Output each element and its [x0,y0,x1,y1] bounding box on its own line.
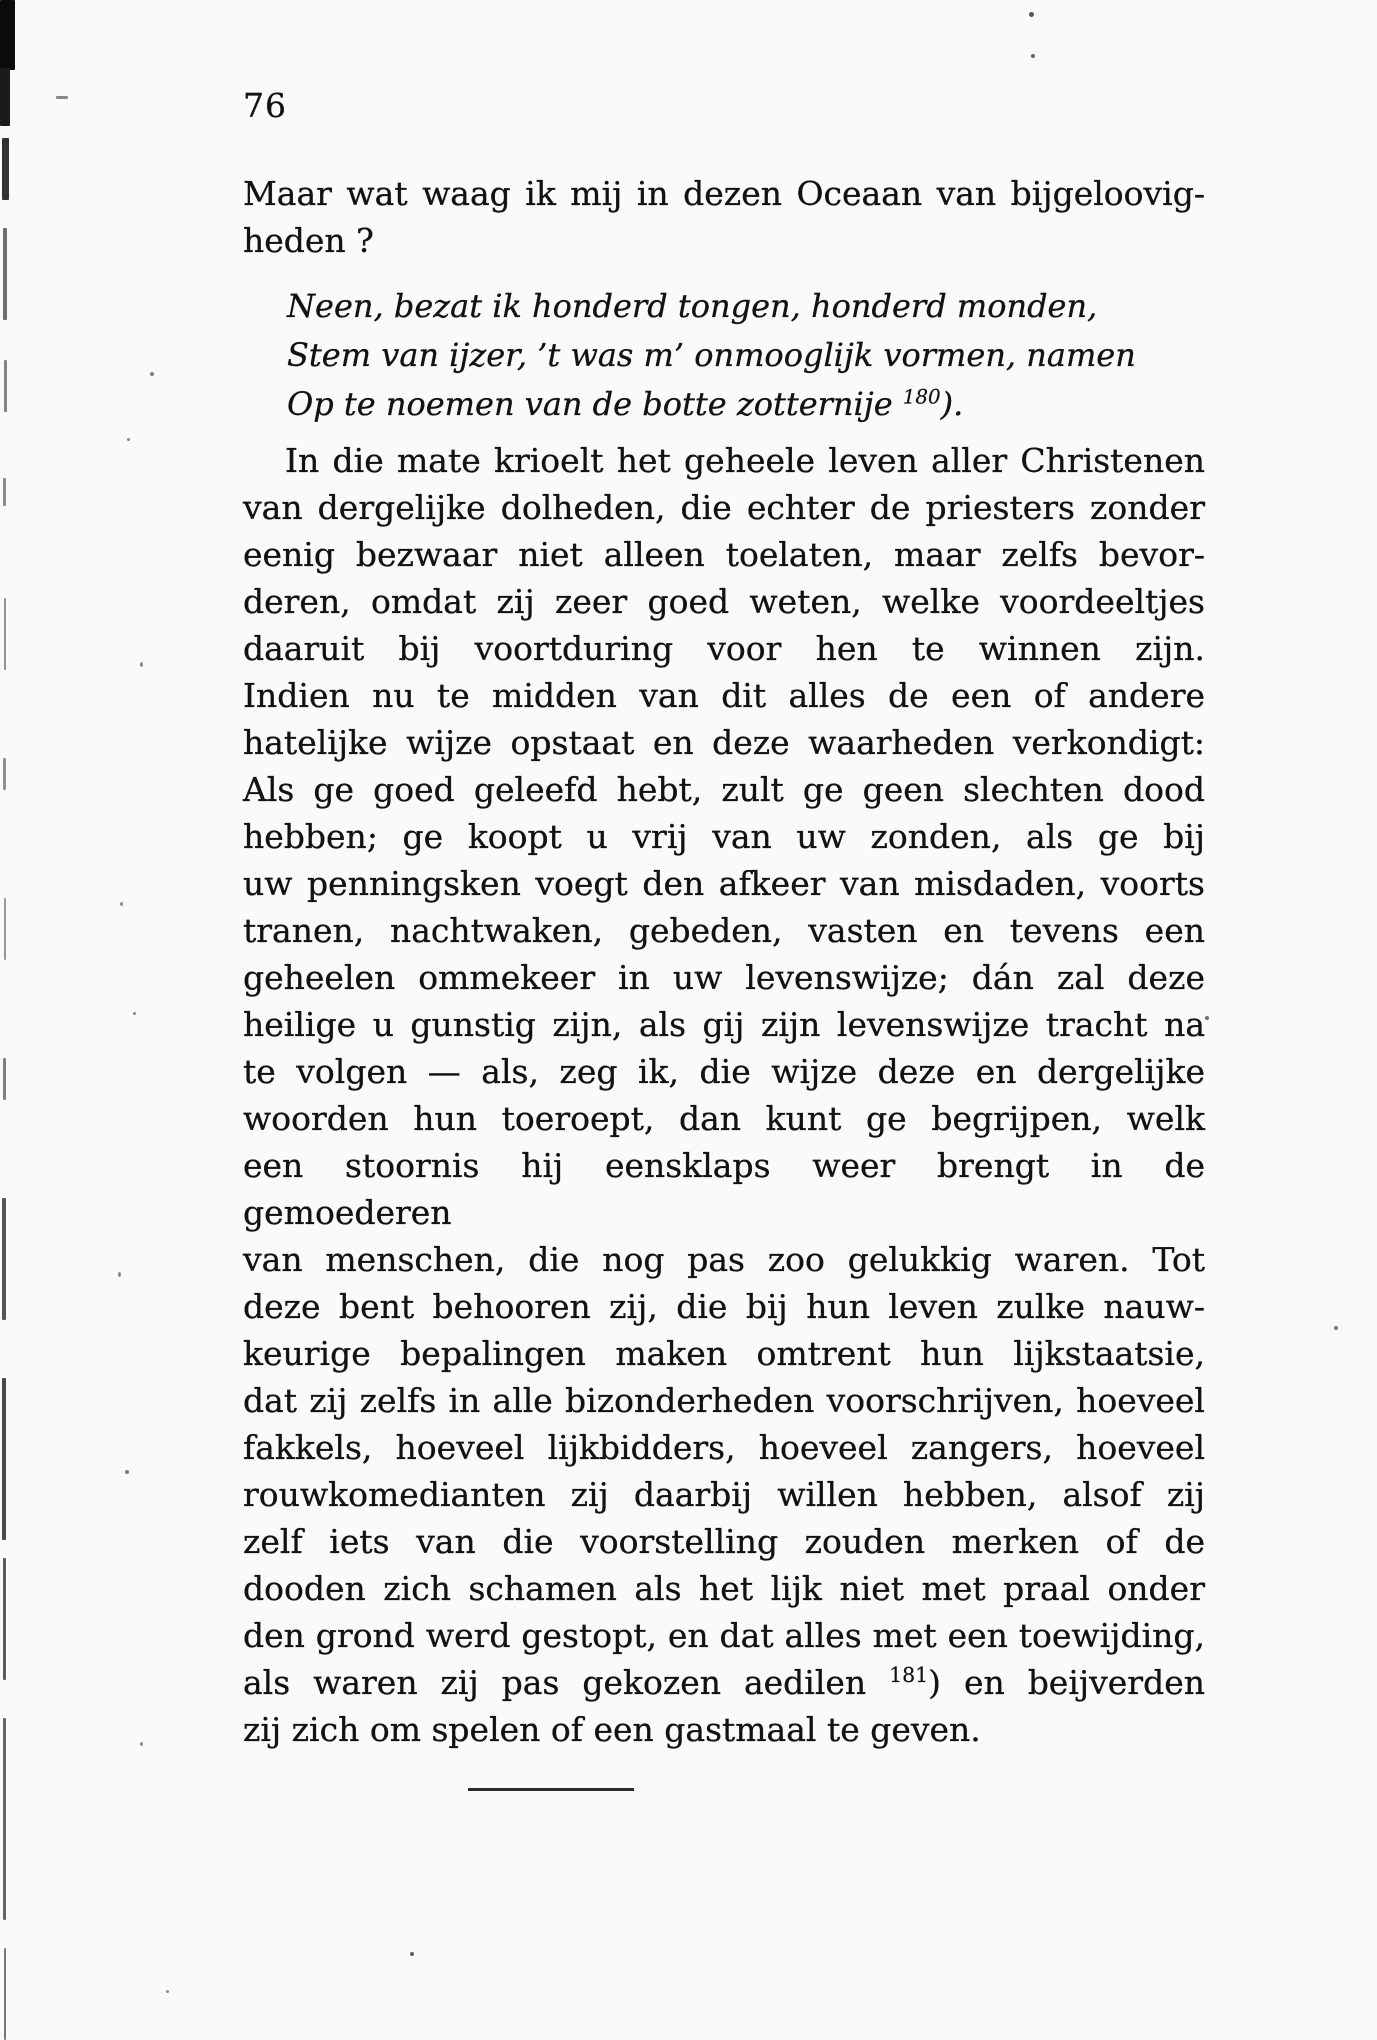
scan-mark [3,1718,6,1920]
body-line: fakkels, hoeveel lijkbidders, hoeveel zangers, hoeveel [243,1428,1205,1467]
scan-speck [140,662,143,667]
scan-speck [120,902,123,906]
body-line: te volgen — als, zeg ik, die wijze deze en dergelijke [243,1052,1205,1091]
body-line: deze bent behooren zij, die bij hun leven zulke nauw- [243,1287,1205,1326]
body-line: geheelen ommekeer in uw levenswijze; dán zal deze [243,958,1205,997]
scan-speck [118,1272,121,1277]
scan-mark [3,478,6,506]
page-number: 76 [243,86,287,125]
scan-speck [127,438,130,441]
body-line: uw penningsken voegt den afkeer van misdaden, voorts [243,864,1205,903]
quote-line: Neen, bezat ik honderd tongen, honderd monden, [287,287,1098,325]
body-line-with-footnote [243,1659,1205,1706]
body-line: deren, omdat zij zeer goed weten, welke voordeeltjes [243,582,1205,621]
section-divider-rule [468,1788,634,1791]
body-line: eenig bezwaar niet alleen toelaten, maar zelfs bevor- [243,535,1205,574]
scan-speck [1205,1016,1209,1020]
scan-mark [4,360,7,412]
scan-mark [3,758,6,790]
scan-mark [2,1198,6,1320]
scan-speck [1031,54,1035,58]
scan-speck [140,1742,143,1746]
scan-mark [4,598,6,670]
scan-mark [4,898,6,960]
verse-quotation [287,282,1212,429]
quote-line-text: ). [940,385,964,423]
body-line: woorden hun toeroept, dan kunt ge begrijpen, welk [243,1099,1205,1138]
scan-speck [56,96,68,99]
scan-mark [3,228,7,320]
scan-speck [150,372,154,376]
body-line: Indien nu te midden van dit alles de een of andere [243,676,1205,715]
body-line: zij zich om spelen of een gastmaal te geven. [243,1710,981,1749]
body-line-text: als waren zij pas gekozen aedilen [243,1663,890,1702]
footnote-ref-181: 181 [889,1663,929,1687]
body-line: dat zij zelfs in alle bizonderheden voorschrijven, hoeveel [243,1381,1205,1420]
body-line: Als ge goed geleefd hebt, zult ge geen slechten dood [243,770,1205,809]
body-line-text: ) en beijverden [928,1663,1205,1702]
quote-line [287,380,1212,429]
scan-speck [125,1470,129,1474]
body-line: van dergelijke dolheden, die echter de priesters zonder [243,488,1205,527]
scan-mark [2,138,9,200]
intro-line: heden ? [243,221,374,260]
scan-mark [2,1378,6,1540]
intro-paragraph [243,170,1205,264]
footnote-ref-180: 180 [902,385,941,409]
body-line: In die mate krioelt het geheele leven aller Christenen [285,441,1205,480]
scan-mark [3,1058,6,1100]
scan-mark [0,0,15,70]
scan-mark [0,68,10,126]
scan-speck [410,1952,414,1956]
body-line: een stoornis hij eensklaps weer brengt in de gemoederen [243,1146,1205,1232]
scan-speck [133,1012,136,1015]
quote-line-text: Op te noemen van de botte zotternije [287,385,903,423]
body-line: van menschen, die nog pas zoo gelukkig waren. Tot [243,1240,1205,1279]
body-line: rouwkomedianten zij daarbij willen hebben, alsof zij [243,1475,1205,1514]
scan-mark [4,1948,6,2040]
scan-speck [1029,12,1034,17]
body-line: daaruit bij voortduring voor hen te winnen zijn. [243,629,1205,668]
body-line: keurige bepalingen maken omtrent hun lijkstaatsie, [243,1334,1205,1373]
body-line: den grond werd gestopt, en dat alles met een toewijding, [243,1616,1205,1655]
scan-speck [166,1990,169,1993]
scan-speck [1334,1326,1338,1330]
body-line: hatelijke wijze opstaat en deze waarheden verkondigt: [243,723,1205,762]
body-line: zelf iets van die voorstelling zouden merken of de [243,1522,1205,1561]
body-line: heilige u gunstig zijn, als gij zijn levenswijze tracht na [243,1005,1205,1044]
body-line: hebben; ge koopt u vrij van uw zonden, als ge bij [243,817,1205,856]
quote-line: Stem van ijzer, ’t was m’ onmooglijk vormen, namen [287,336,1136,374]
scan-mark [3,1558,6,1680]
main-paragraph [243,437,1205,1753]
body-line: dooden zich schamen als het lijk niet met praal onder [243,1569,1205,1608]
body-line: tranen, nachtwaken, gebeden, vasten en tevens een [243,911,1205,950]
intro-line: Maar wat waag ik mij in dezen Oceaan van bijgeloovig- [243,174,1205,213]
